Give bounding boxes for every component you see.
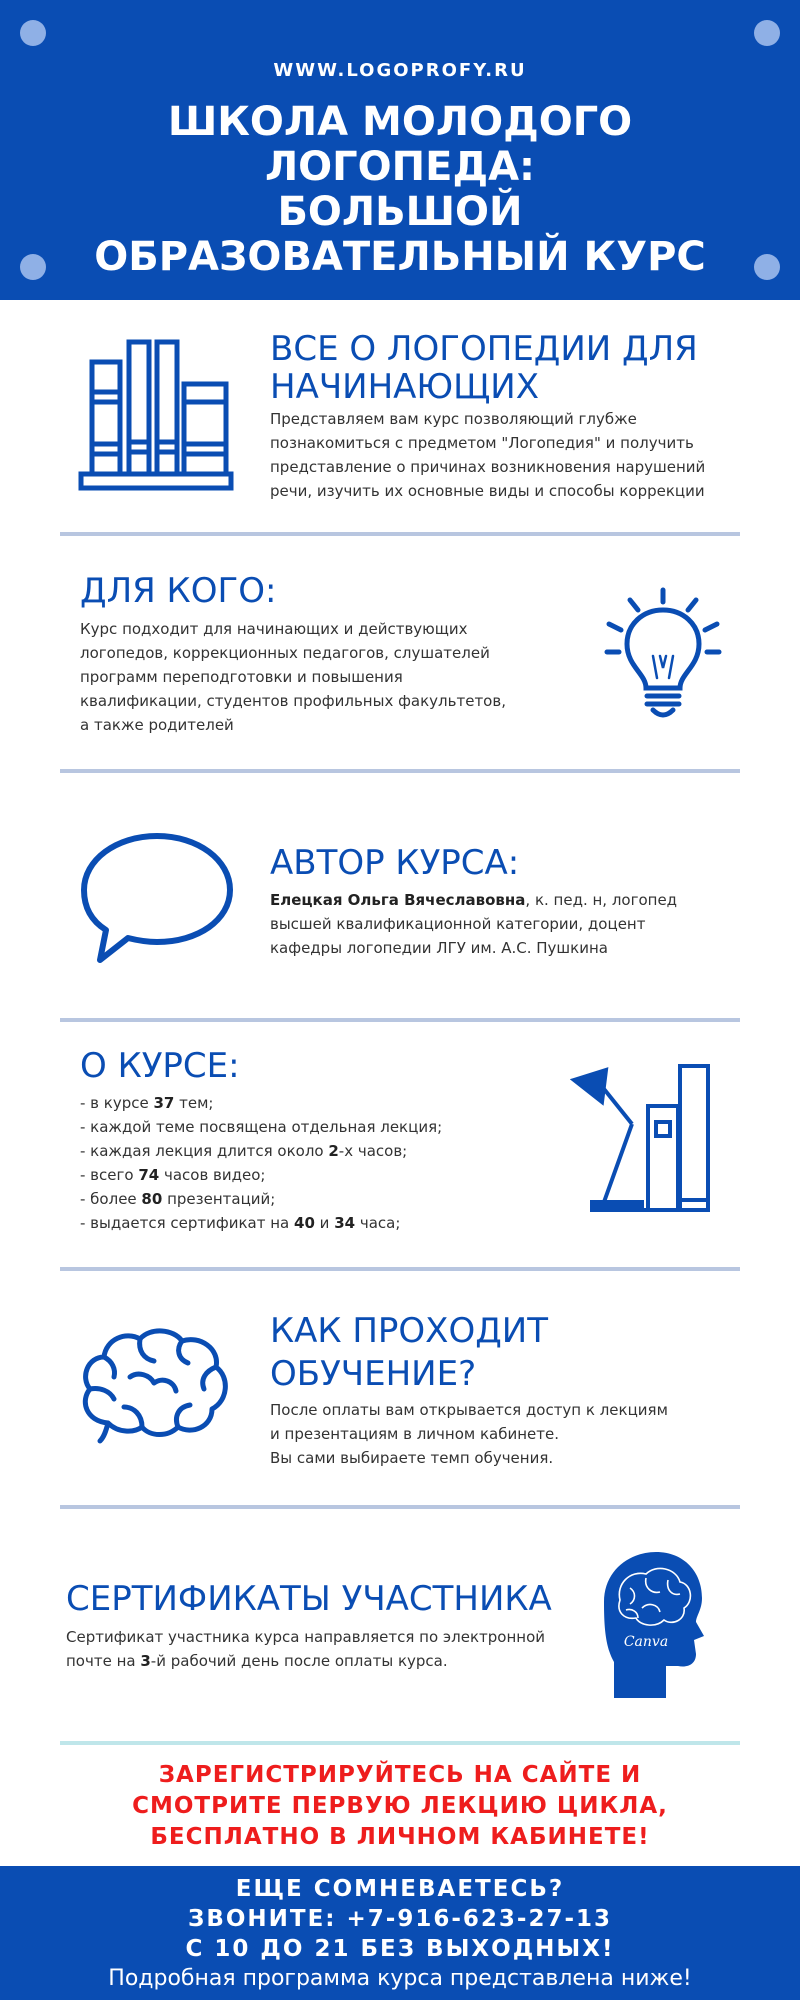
list-item: [80, 1139, 510, 1163]
number: 40: [294, 1214, 315, 1232]
section-text-intro: [270, 407, 740, 503]
section-divider: [60, 1018, 740, 1022]
program-note: Подробная программа курса представлена ниже!: [108, 1966, 692, 1991]
site-url[interactable]: WWW.LOGOPROFY.RU: [273, 60, 527, 81]
text-line: [270, 888, 730, 912]
text-fragment: презентаций;: [162, 1190, 276, 1208]
lightbulb-icon: [603, 586, 723, 722]
number: 74: [138, 1166, 160, 1184]
text-fragment: - более: [80, 1190, 142, 1208]
number: 2: [328, 1142, 339, 1160]
title-line: НАЧИНАЮЩИХ: [270, 367, 540, 407]
section-text-learning: [270, 1398, 740, 1470]
text-fragment: -й рабочий день после оплаты курса.: [150, 1652, 448, 1670]
section-title-about: О КУРСЕ:: [80, 1046, 240, 1086]
list-item: [80, 1211, 510, 1235]
desk-lamp-books-icon: [570, 1062, 716, 1214]
corner-dot: [20, 20, 46, 46]
number: 80: [141, 1190, 163, 1208]
title-line: ВСЕ О ЛОГОПЕДИИ ДЛЯ: [270, 329, 698, 369]
number: 3: [140, 1652, 151, 1670]
list-item: [80, 1163, 510, 1187]
text-fragment: тем;: [174, 1094, 214, 1112]
text-fragment: - всего: [80, 1166, 139, 1184]
text-line: речи, изучить их основные виды и способы коррекции: [270, 482, 705, 500]
text-line: Сертификат участника курса направляется по электронной: [66, 1628, 546, 1646]
text-fragment: - в курсе: [80, 1094, 154, 1112]
text-fragment: часа;: [355, 1214, 401, 1232]
text-line: программ переподготовки и повышения: [80, 668, 403, 686]
text-line: и презентациям в личном кабинете.: [270, 1425, 559, 1443]
header-banner: [0, 0, 800, 300]
text-fragment: , к. пед. н, логопед: [525, 891, 678, 909]
text-fragment: - каждая лекция длится около: [80, 1142, 329, 1160]
speech-bubble-icon: [78, 830, 236, 968]
text-fragment: почте на: [66, 1652, 141, 1670]
text-line: кафедры логопедии ЛГУ им. А.С. Пушкина: [270, 939, 608, 957]
section-text-certificates: [66, 1625, 586, 1673]
section-title-learning: [270, 1310, 548, 1396]
head-brain-icon: [596, 1550, 706, 1700]
section-divider: [60, 1505, 740, 1509]
registration-cta[interactable]: [60, 1760, 740, 1853]
contact-block: [0, 1874, 800, 1964]
text-line: познакомиться с предметом "Логопедия" и получить: [270, 434, 694, 452]
text-line: [66, 1649, 586, 1673]
footer-line: С 10 ДО 21 БЕЗ ВЫХОДНЫХ!: [185, 1936, 615, 1962]
cta-line: СМОТРИТЕ ПЕРВУЮ ЛЕКЦИЮ ЦИКЛА,: [132, 1793, 668, 1819]
books-icon: [78, 338, 238, 493]
text-line: квалификации, студентов профильных факультетов,: [80, 692, 506, 710]
section-title-audience: ДЛЯ КОГО:: [80, 571, 277, 611]
footer-banner: [0, 1866, 800, 2000]
cta-line: БЕСПЛАТНО В ЛИЧНОМ КАБИНЕТЕ!: [150, 1824, 650, 1850]
text-line: Представляем вам курс позволяющий глубже: [270, 410, 637, 428]
section-divider: [60, 1267, 740, 1271]
list-item: [80, 1091, 510, 1115]
section-title-intro: [270, 330, 698, 406]
section-divider: [60, 769, 740, 773]
section-list-about: [80, 1091, 510, 1235]
text-fragment: -х часов;: [338, 1142, 408, 1160]
text-fragment: и: [314, 1214, 335, 1232]
cta-line: ЗАРЕГИСТРИРУЙТЕСЬ НА САЙТЕ И: [158, 1762, 642, 1788]
text-line: Вы сами выбираете темп обучения.: [270, 1449, 554, 1467]
text-fragment: часов видео;: [159, 1166, 266, 1184]
text-fragment: - выдается сертификат на: [80, 1214, 295, 1232]
number: 37: [153, 1094, 175, 1112]
text-line: Курс подходит для начинающих и действующих: [80, 620, 468, 638]
section-text-author: [270, 888, 730, 960]
watermark-text: Canva: [623, 1634, 669, 1650]
text-fragment: - каждой теме посвящена отдельная лекция;: [80, 1118, 443, 1136]
text-line: представление о причинах возникновения нарушений: [270, 458, 706, 476]
text-line: высшей квалификационной категории, доцент: [270, 915, 646, 933]
title-line: КАК ПРОХОДИТ: [270, 1311, 548, 1351]
brain-icon: [78, 1325, 230, 1447]
text-line: логопедов, коррекционных педагогов, слушателей: [80, 644, 490, 662]
cta-divider: [60, 1741, 740, 1745]
corner-dot: [754, 20, 780, 46]
title-line: ОБУЧЕНИЕ?: [270, 1354, 477, 1394]
title-line: БОЛЬШОЙ: [277, 189, 523, 235]
section-title-certificates: СЕРТИФИКАТЫ УЧАСТНИКА: [66, 1579, 552, 1619]
text-line: После оплаты вам открывается доступ к лекциям: [270, 1401, 668, 1419]
number: 34: [334, 1214, 356, 1232]
list-item: [80, 1187, 510, 1211]
section-text-audience: [80, 617, 540, 737]
phone-number[interactable]: ЗВОНИТЕ: +7-916-623-27-13: [187, 1906, 613, 1932]
title-line: ШКОЛА МОЛОДОГО ЛОГОПЕДА:: [167, 99, 633, 190]
footer-line: ЕЩЕ СОМНЕВАЕТЕСЬ?: [235, 1876, 565, 1902]
title-line: ОБРАЗОВАТЕЛЬНЫЙ КУРС: [94, 234, 706, 280]
section-title-author: АВТОР КУРСА:: [270, 843, 520, 883]
page-title: [40, 100, 760, 280]
text-line: а также родителей: [80, 716, 234, 734]
list-item: [80, 1115, 510, 1139]
section-divider: [60, 532, 740, 536]
author-name: Елецкая Ольга Вячеславовна: [270, 891, 526, 909]
